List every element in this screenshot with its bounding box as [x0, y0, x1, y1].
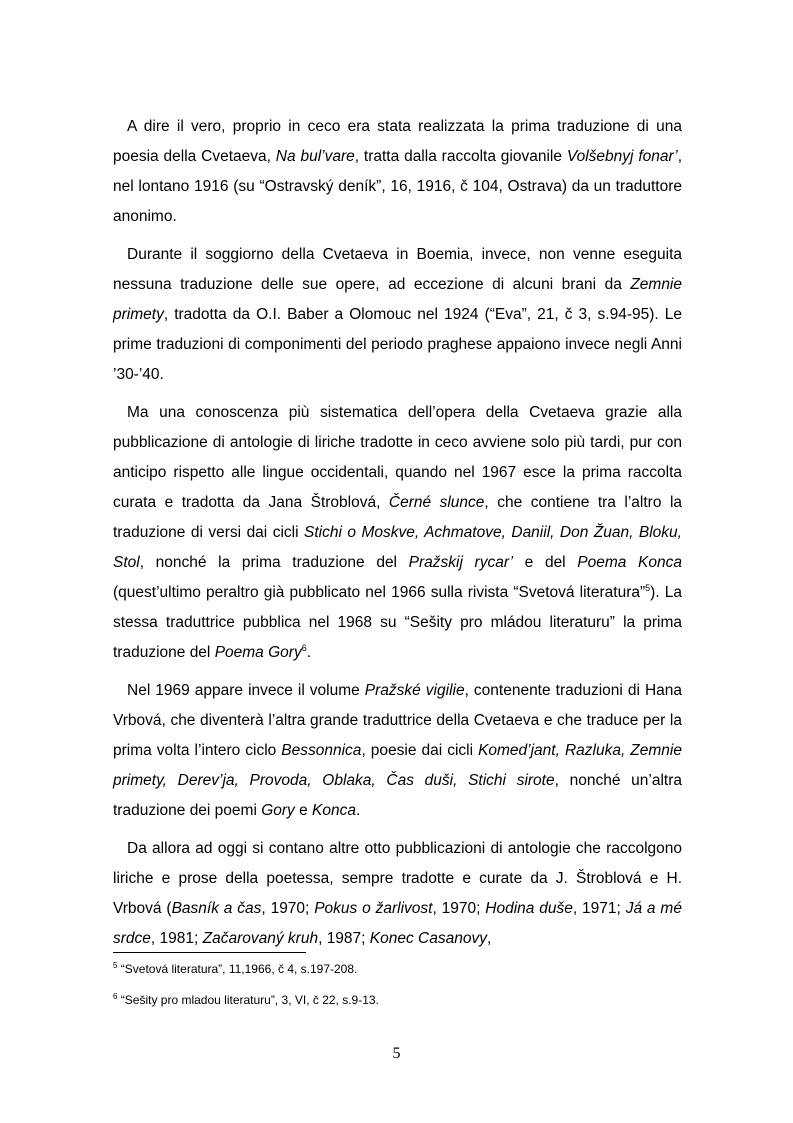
italic-title: Bessonnica	[281, 742, 362, 759]
paragraph-1	[113, 112, 682, 232]
footnote-6	[113, 993, 682, 1008]
text-run: , che contiene tra l’altro la traduzione di versi dai cicli	[113, 494, 683, 541]
text-run: Da allora ad oggi si contano altre otto pubblicazioni di antologie che raccolgono liriche e prose della poetessa, sempre tradotte e curate da J. Štroblová e H. Vrbová (	[113, 840, 682, 917]
text-run: , poesie dai cicli	[361, 742, 479, 759]
italic-title: Basník a čas	[171, 900, 262, 917]
footnote-divider	[113, 952, 306, 953]
text-run: .	[356, 802, 361, 819]
italic-title: Konca	[312, 802, 356, 819]
paragraph-2	[113, 240, 682, 390]
text-run: Durante il soggiorno della Cvetaeva in Boemia, invece, non venne eseguita nessuna traduzione delle sue opere, ad eccezione di alcuni brani da	[113, 246, 682, 293]
italic-title: Konec Casanovy	[369, 930, 487, 947]
text-run: Ma una conoscenza più sistematica dell’opera della Cvetaeva grazie alla pubblicazione di antologie di liriche tradotte in ceco avviene solo più tardi, pur con anticipo rispetto alle lingue occidentali, quando nel 1967 esce la prima raccolta curata e tradotta da Jana Štroblová,	[113, 404, 682, 511]
text-run: (quest’ultimo peraltro già pubblicato nel 1966 sulla rivista “Svetová literatura”	[113, 584, 646, 601]
text-run: ). La stessa traduttrice pubblica nel 1968 su “Sešity pro mládou literaturu” la prima traduzione del	[113, 584, 682, 661]
italic-title: Komed’jant, Razluka, Zemnie primety, Derev’ja, Provoda, Oblaka, Čas duši, Stichi sirote	[113, 742, 682, 789]
text-run: A dire il vero, proprio in ceco era stata realizzata la prima traduzione di una poesia della Cvetaeva,	[113, 118, 682, 165]
footnote-ref: 6	[301, 642, 307, 653]
text-run: , tratta dalla raccolta giovanile	[354, 148, 567, 165]
text-run: , 1987;	[318, 930, 370, 947]
text-run: , 1981;	[150, 930, 203, 947]
text-run: e del	[513, 554, 578, 571]
text-run: , tradotta da O.I. Baber a Olomouc nel 1924 (“Eva”, 21, č 3, s.94-95). Le prime traduzioni di componimenti del periodo praghese appaiono invece negli Anni ’30-’40.	[113, 306, 682, 383]
footnote-5	[113, 962, 682, 977]
italic-title: Začarovaný kruh	[202, 930, 319, 947]
text-run: Nel 1969 appare invece il volume	[127, 682, 365, 699]
footnote-ref: 5	[645, 582, 651, 593]
text-run: , 1970;	[432, 900, 486, 917]
page-number: 5	[392, 1045, 401, 1062]
italic-title: Pražské vigilie	[364, 682, 465, 699]
text-run: , nonché la prima traduzione del	[139, 554, 409, 571]
text-run: e	[294, 802, 313, 819]
footnote-text: “Sešity pro mladou literaturu”, 3, VI, č 22, s.9-13.	[117, 993, 379, 1007]
italic-title: Stichi o Moskve, Achmatove, Daniil, Don Žuan, Bloku, Stol	[113, 524, 682, 571]
text-run: , 1971;	[572, 900, 626, 917]
italic-title: Volšebnyj fonar’	[566, 148, 678, 165]
italic-title: Poema Konca	[577, 554, 682, 571]
italic-title: Hodina duše	[485, 900, 573, 917]
italic-title: Pražskij rycar’	[408, 554, 514, 571]
footnote-mark: 6	[113, 992, 118, 1001]
italic-title: Zemnie primety	[113, 276, 682, 323]
italic-title: Gory	[261, 802, 295, 819]
main-text	[113, 112, 682, 962]
italic-title: Na bul’vare	[275, 148, 355, 165]
italic-title: Černé slunce	[388, 494, 485, 511]
footnote-mark: 5	[113, 961, 118, 970]
text-run: ,	[486, 930, 492, 947]
footnotes	[113, 962, 682, 1024]
italic-title: Pokus o žarlivost	[314, 900, 433, 917]
paragraph-5	[113, 834, 682, 954]
paragraph-4	[113, 676, 682, 826]
text-run: , 1970;	[261, 900, 315, 917]
text-run: .	[306, 644, 312, 661]
paragraph-3	[113, 398, 682, 668]
italic-title: Já a mé srdce	[113, 900, 682, 947]
text-run: , contenente traduzioni di Hana Vrbová, che diventerà l’altra grande traduttrice della Cvetaeva e che traduce per la prima volta l’intero ciclo	[113, 682, 682, 759]
footnote-text: “Svetová literatura”, 11,1966, č 4, s.197-208.	[117, 962, 358, 976]
italic-title: Poema Gory	[214, 644, 302, 661]
text-run: , nonché un’altra traduzione dei poemi	[113, 772, 683, 819]
text-run: , nel lontano 1916 (su “Ostravský deník”, 16, 1916, č 104, Ostrava) da un traduttore anonimo.	[113, 148, 682, 225]
